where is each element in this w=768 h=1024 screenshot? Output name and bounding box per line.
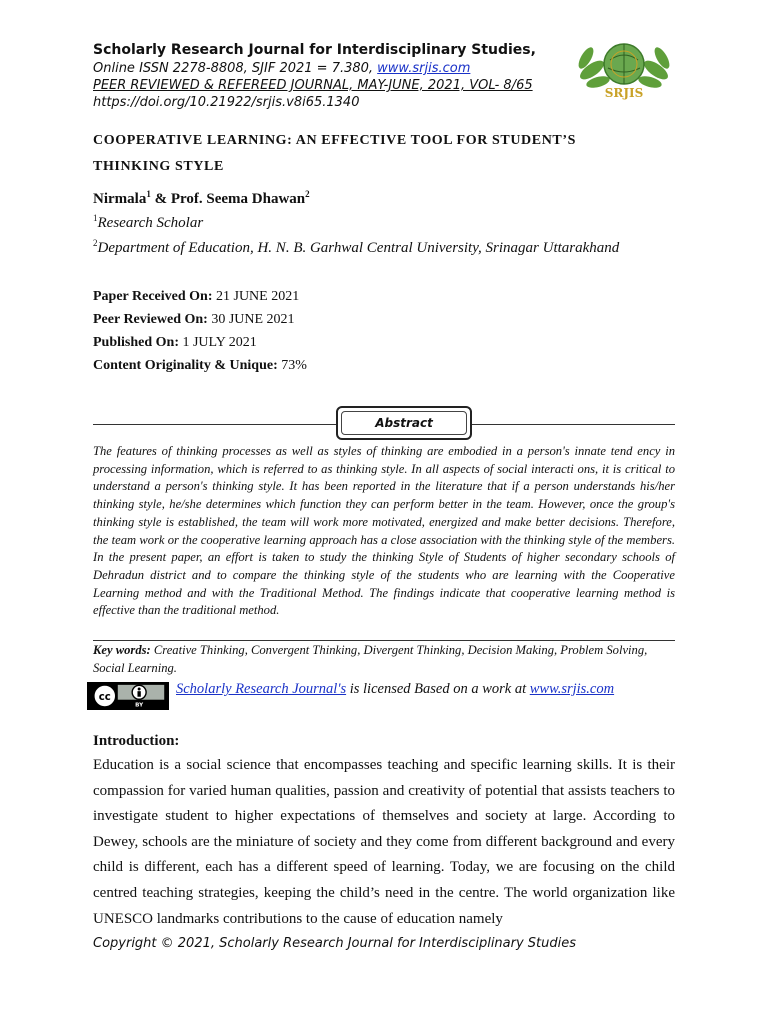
cc-by-badge[interactable] xyxy=(87,682,169,710)
journal-website-link[interactable]: www.srjis.com xyxy=(377,61,471,76)
license-line xyxy=(176,681,614,698)
srjis-logo xyxy=(572,30,676,102)
published-date xyxy=(93,335,257,351)
affiliation-2-sup: 2 xyxy=(93,238,98,248)
originality xyxy=(93,358,307,374)
journal-link[interactable]: Scholarly Research Journal's xyxy=(176,681,347,697)
authors xyxy=(93,189,310,208)
journal-name: Scholarly Research Journal for Interdisciplinary Studies, xyxy=(93,42,536,58)
author-2-sup: 2 xyxy=(305,189,310,199)
keywords-label: Key words: xyxy=(93,643,151,657)
divider-left xyxy=(93,424,336,425)
introduction-paragraph: Education is a social science that encompasses teaching and specific learning skills. It is their compassion for varied human qualities, passion and creativity of potential that assists teachers to investigate student to higher expectations of themselves and society at large. According to Dewey, schools are the miniature of society and they come from different background and every child is different, each has a different speed of learning. Today, we are focusing on the child centred teaching strategies, keeping the child’s need in the centre. The world organization like UNESCO landmarks contributions to the cause of education namely xyxy=(93,757,675,927)
author-2: & Prof. Seema Dhawan xyxy=(150,191,306,207)
issn-text: Online ISSN 2278-8808, SJIF 2021 = 7.380, xyxy=(93,61,378,76)
abstract-text xyxy=(93,443,675,620)
author-1: Nirmala xyxy=(93,191,147,207)
author-1-sup: 1 xyxy=(146,189,151,199)
introduction-heading: Introduction: xyxy=(93,733,180,749)
affiliation-2-text: Department of Education, H. N. B. Garhwal Central University, Srinagar Uttarakhand xyxy=(97,240,620,256)
originality-label: Content Originality & Unique: xyxy=(93,358,278,373)
doi-line: https://doi.org/10.21922/srjis.v8i65.1340 xyxy=(93,95,360,110)
abstract-heading: Abstract xyxy=(341,411,467,435)
affiliation-1-sup: 1 xyxy=(93,213,98,223)
keywords xyxy=(93,641,675,677)
logo-text: SRJIS xyxy=(604,86,644,100)
issn-line xyxy=(93,61,470,76)
received-label: Paper Received On: xyxy=(93,289,213,304)
by-text: BY xyxy=(135,702,144,709)
affiliation-1 xyxy=(93,213,203,232)
reviewed-date xyxy=(93,312,295,328)
copyright-footer: Copyright © 2021, Scholarly Research Journal for Interdisciplinary Studies xyxy=(93,936,577,951)
peer-review-line: PEER REVIEWED & REFEREED JOURNAL, MAY-JUNE, 2021, VOL- 8/65 xyxy=(93,78,533,93)
originality-value: 73% xyxy=(277,358,307,373)
divider-right xyxy=(472,424,675,425)
reviewed-label: Peer Reviewed On: xyxy=(93,312,208,327)
received-value: 21 JUNE 2021 xyxy=(212,289,300,304)
affiliation-1-text: Research Scholar xyxy=(97,215,204,231)
published-label: Published On: xyxy=(93,335,179,350)
keywords-text: Creative Thinking, Convergent Thinking, Divergent Thinking, Decision Making, Problem Solving, Social Learning. xyxy=(93,643,648,675)
introduction-text xyxy=(93,753,675,932)
website-link[interactable]: www.srjis.com xyxy=(529,681,615,697)
license-text: is licensed Based on a work at xyxy=(346,681,530,697)
published-value: 1 JULY 2021 xyxy=(178,335,257,350)
paper-title: COOPERATIVE LEARNING: AN EFFECTIVE TOOL FOR STUDENT’S THINKING STYLE xyxy=(93,133,576,174)
abstract-heading-box xyxy=(336,406,472,440)
affiliation-2 xyxy=(93,238,619,257)
abstract-paragraph: The features of thinking processes as well as styles of thinking are embodied in a person's innate tend ency in processing information, which is referred to as thinking style. In all aspects of social interacti ons, it is critical to understand a person's thinking style. It has been reported in the literature that if a person understands his/her thinking style, he/she determines which function they can perform better in the team. However, once the group's thinking style is established, the team will work more motivated, energized and make better decisions. Therefore, the team work or the cooperative learning approach has a close association with the thinking style of the members. In the present paper, an effort is taken to study the thinking Style of Students of higher secondary schools of Dehradun district and to compare the thinking style of the students who are learning with the Cooperative Learning method and with the Traditional Method. The findings indicate that cooperative learning method is effective than the traditional method. xyxy=(93,444,675,618)
cc-icon-text: cc xyxy=(98,692,111,704)
received-date xyxy=(93,289,299,305)
reviewed-value: 30 JUNE 2021 xyxy=(207,312,295,327)
